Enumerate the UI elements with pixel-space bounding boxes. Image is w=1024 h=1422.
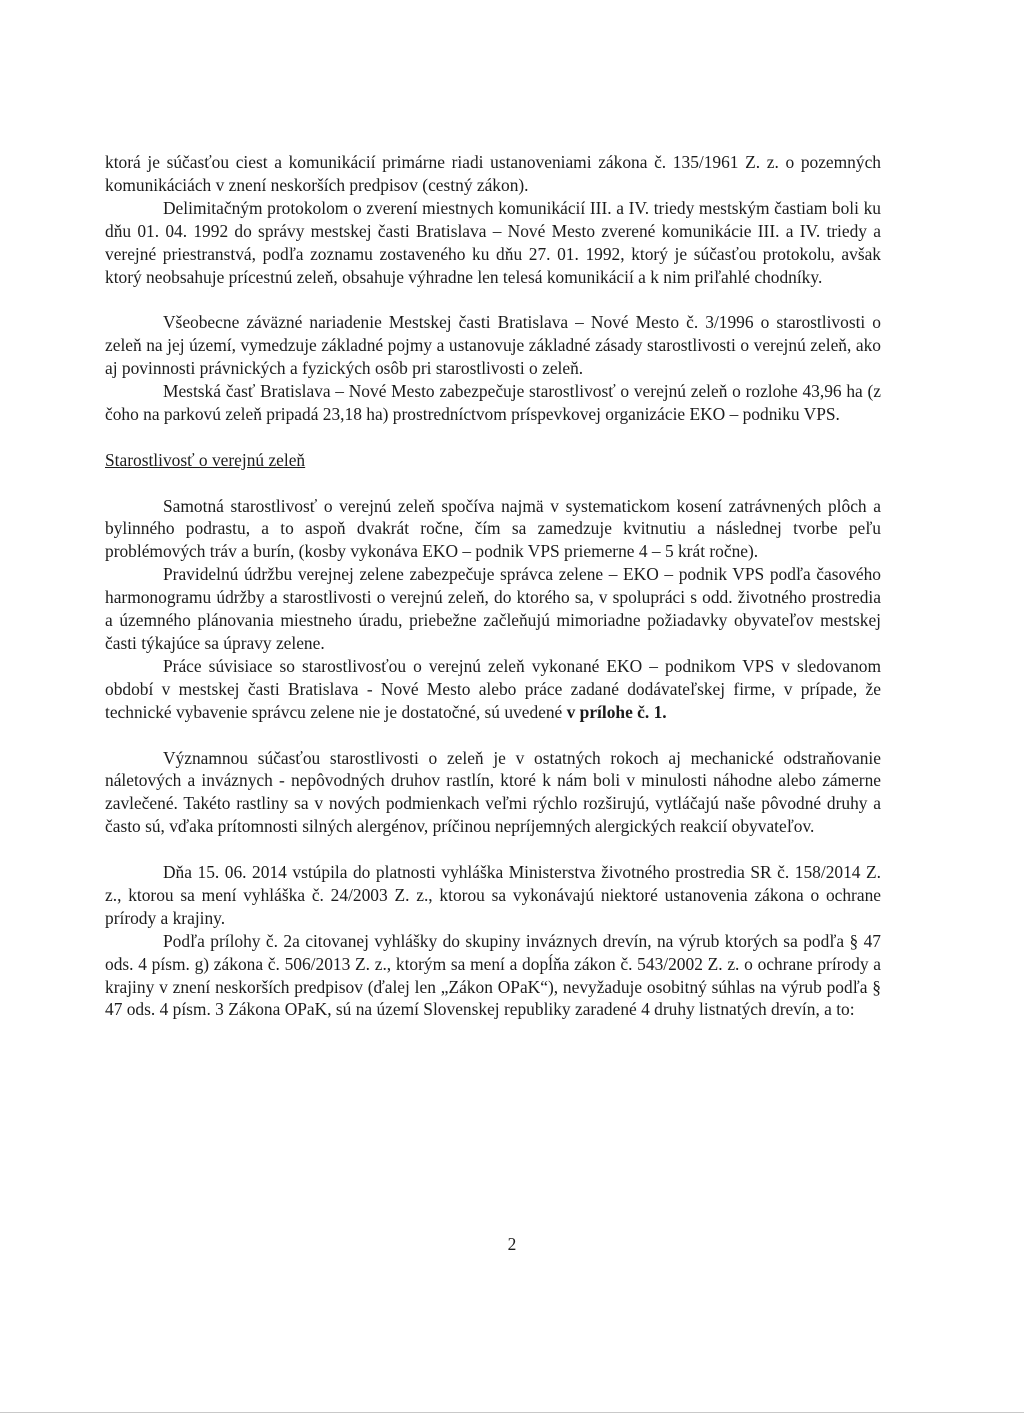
scan-edge-line [0,1412,1024,1413]
paragraph-decree: Dňa 15. 06. 2014 vstúpila do platnosti vyhláška Ministerstva životného prostredia SR č. 158/2014 Z. z., ktorou sa mení vyhláška č. 24/2003 Z. z., ktorou sa vykonávajú niektoré ustanovenia zákona o ochrane prírody a krajiny. [105,862,881,928]
paragraph-invasive-trees: Podľa prílohy č. 2a citovanej vyhlášky do skupiny inváznych drevín, na výrub ktorých sa podľa § 47 ods. 4 písm. g) zákona č. 506/2013 Z. z., ktorým sa mení a dopĺňa zákon č. 543/2002 Z. z. o ochrane prírody a krajiny v znení neskorších predpisov (ďalej len „Zákon OPaK“), nevyžaduje osobitný súhlas na výrub podľa § 47 ods. 4 písm. 3 Zákona OPaK, sú na území Slovenskej republiky zaradené 4 druhy listnatých drevín, a to: [105,930,881,1020]
spacer [105,724,881,747]
paragraph-invasive-plants: Významnou súčasťou starostlivosti o zeleň je v ostatných rokoch aj mechanické odstraňovanie náletových a inváznych - nepôvodných druhov rastlín, ktoré k nám boli v minulosti náhodne alebo zámerne zavlečené. Takéto rastliny sa v nových podmienkach veľmi rýchlo rozširujú, vytláčajú naše pôvodné druhy a často sú, vďaka prítomnosti silných alergénov, príčinou nepríjemných alergických reakcií obyvateľov. [105,747,881,837]
page-number: 2 [507,1234,517,1254]
spacer [105,472,881,495]
annex-reference: v prílohe č. 1. [566,701,667,722]
document-body [105,151,881,1021]
paragraph-mowing: Samotná starostlivosť o verejnú zeleň spočíva najmä v systematickom kosení zatrávnených plôch a bylinného podrastu, a to aspoň dvakrát ročne, čím sa zamedzuje kvitnutiu a následnej tvorbe peľu problémových tráv a burín, (kosby vykonáva EKO – podnik VPS priemerne 4 – 5 krát ročne). [105,495,881,562]
spacer [105,838,881,861]
paragraph-general-regulation: Všeobecne záväzné nariadenie Mestskej časti Bratislava – Nové Mesto č. 3/1996 o starostlivosti o zeleň na jej území, vymedzuje základné pojmy a ustanovuje základné zásady starostlivosti o verejnú zeleň, ako aj povinnosti právnických a fyzických osôb pri starostlivosti o zeleň. [105,312,881,379]
paragraph-public-greenery-area: Mestská časť Bratislava – Nové Mesto zabezpečuje starostlivosť o verejnú zeleň o rozlohe 43,96 ha (z čoho na parkovú zeleň pripadá 23,18 ha) prostredníctvom príspevkovej organizácie EKO – podniku VPS. [105,381,881,424]
paragraph-road-law: ktorá je súčasťou ciest a komunikácií primárne riadi ustanoveniami zákona č. 135/1961 Z. z. o pozemných komunikáciách v znení neskorších predpisov (cestný zákon). [105,152,881,195]
spacer [105,288,881,311]
annex-text: Práce súvisiace so starostlivosťou o verejnú zeleň vykonané EKO – podnikom VPS v sledovanom období v mestskej časti Bratislava - Nové Mesto alebo práce zadané dodávateľskej firme, v prípade, že technické vybavenie správcu zelene nie je dostatočné, sú uvedené [105,655,881,722]
paragraph-delimitation-protocol: Delimitačným protokolom o zverení miestnych komunikácií III. a IV. triedy mestským častiam boli ku dňu 01. 04. 1992 do správy mestskej časti Bratislava – Nové Mesto zverené komunikácie III. a IV. triedy a verejné priestranstvá, podľa zoznamu zostaveného ku dňu 27. 01. 1992, ktorý je súčasťou protokolu, avšak ktorý neobsahuje prícestnú zeleň, obsahuje výhradne len telesá komunikácií a k nim priľahlé chodníky. [105,197,881,287]
section-heading: Starostlivosť o verejnú zeleň [105,449,306,470]
paragraph-regular-maintenance: Pravidelnú údržbu verejnej zelene zabezpečuje správca zelene – EKO – podnik VPS podľa časového harmonogramu údržby a starostlivosti o verejnú zeleň, do ktorého sa, v spolupráci s odd. životného prostredia a územného plánovania miestneho úradu, priebežne začleňujú mimoriadne požiadavky obyvateľov mestskej časti týkajúce sa úpravy zelene. [105,564,881,653]
paragraph-works-annex [105,655,881,724]
spacer [105,426,881,449]
